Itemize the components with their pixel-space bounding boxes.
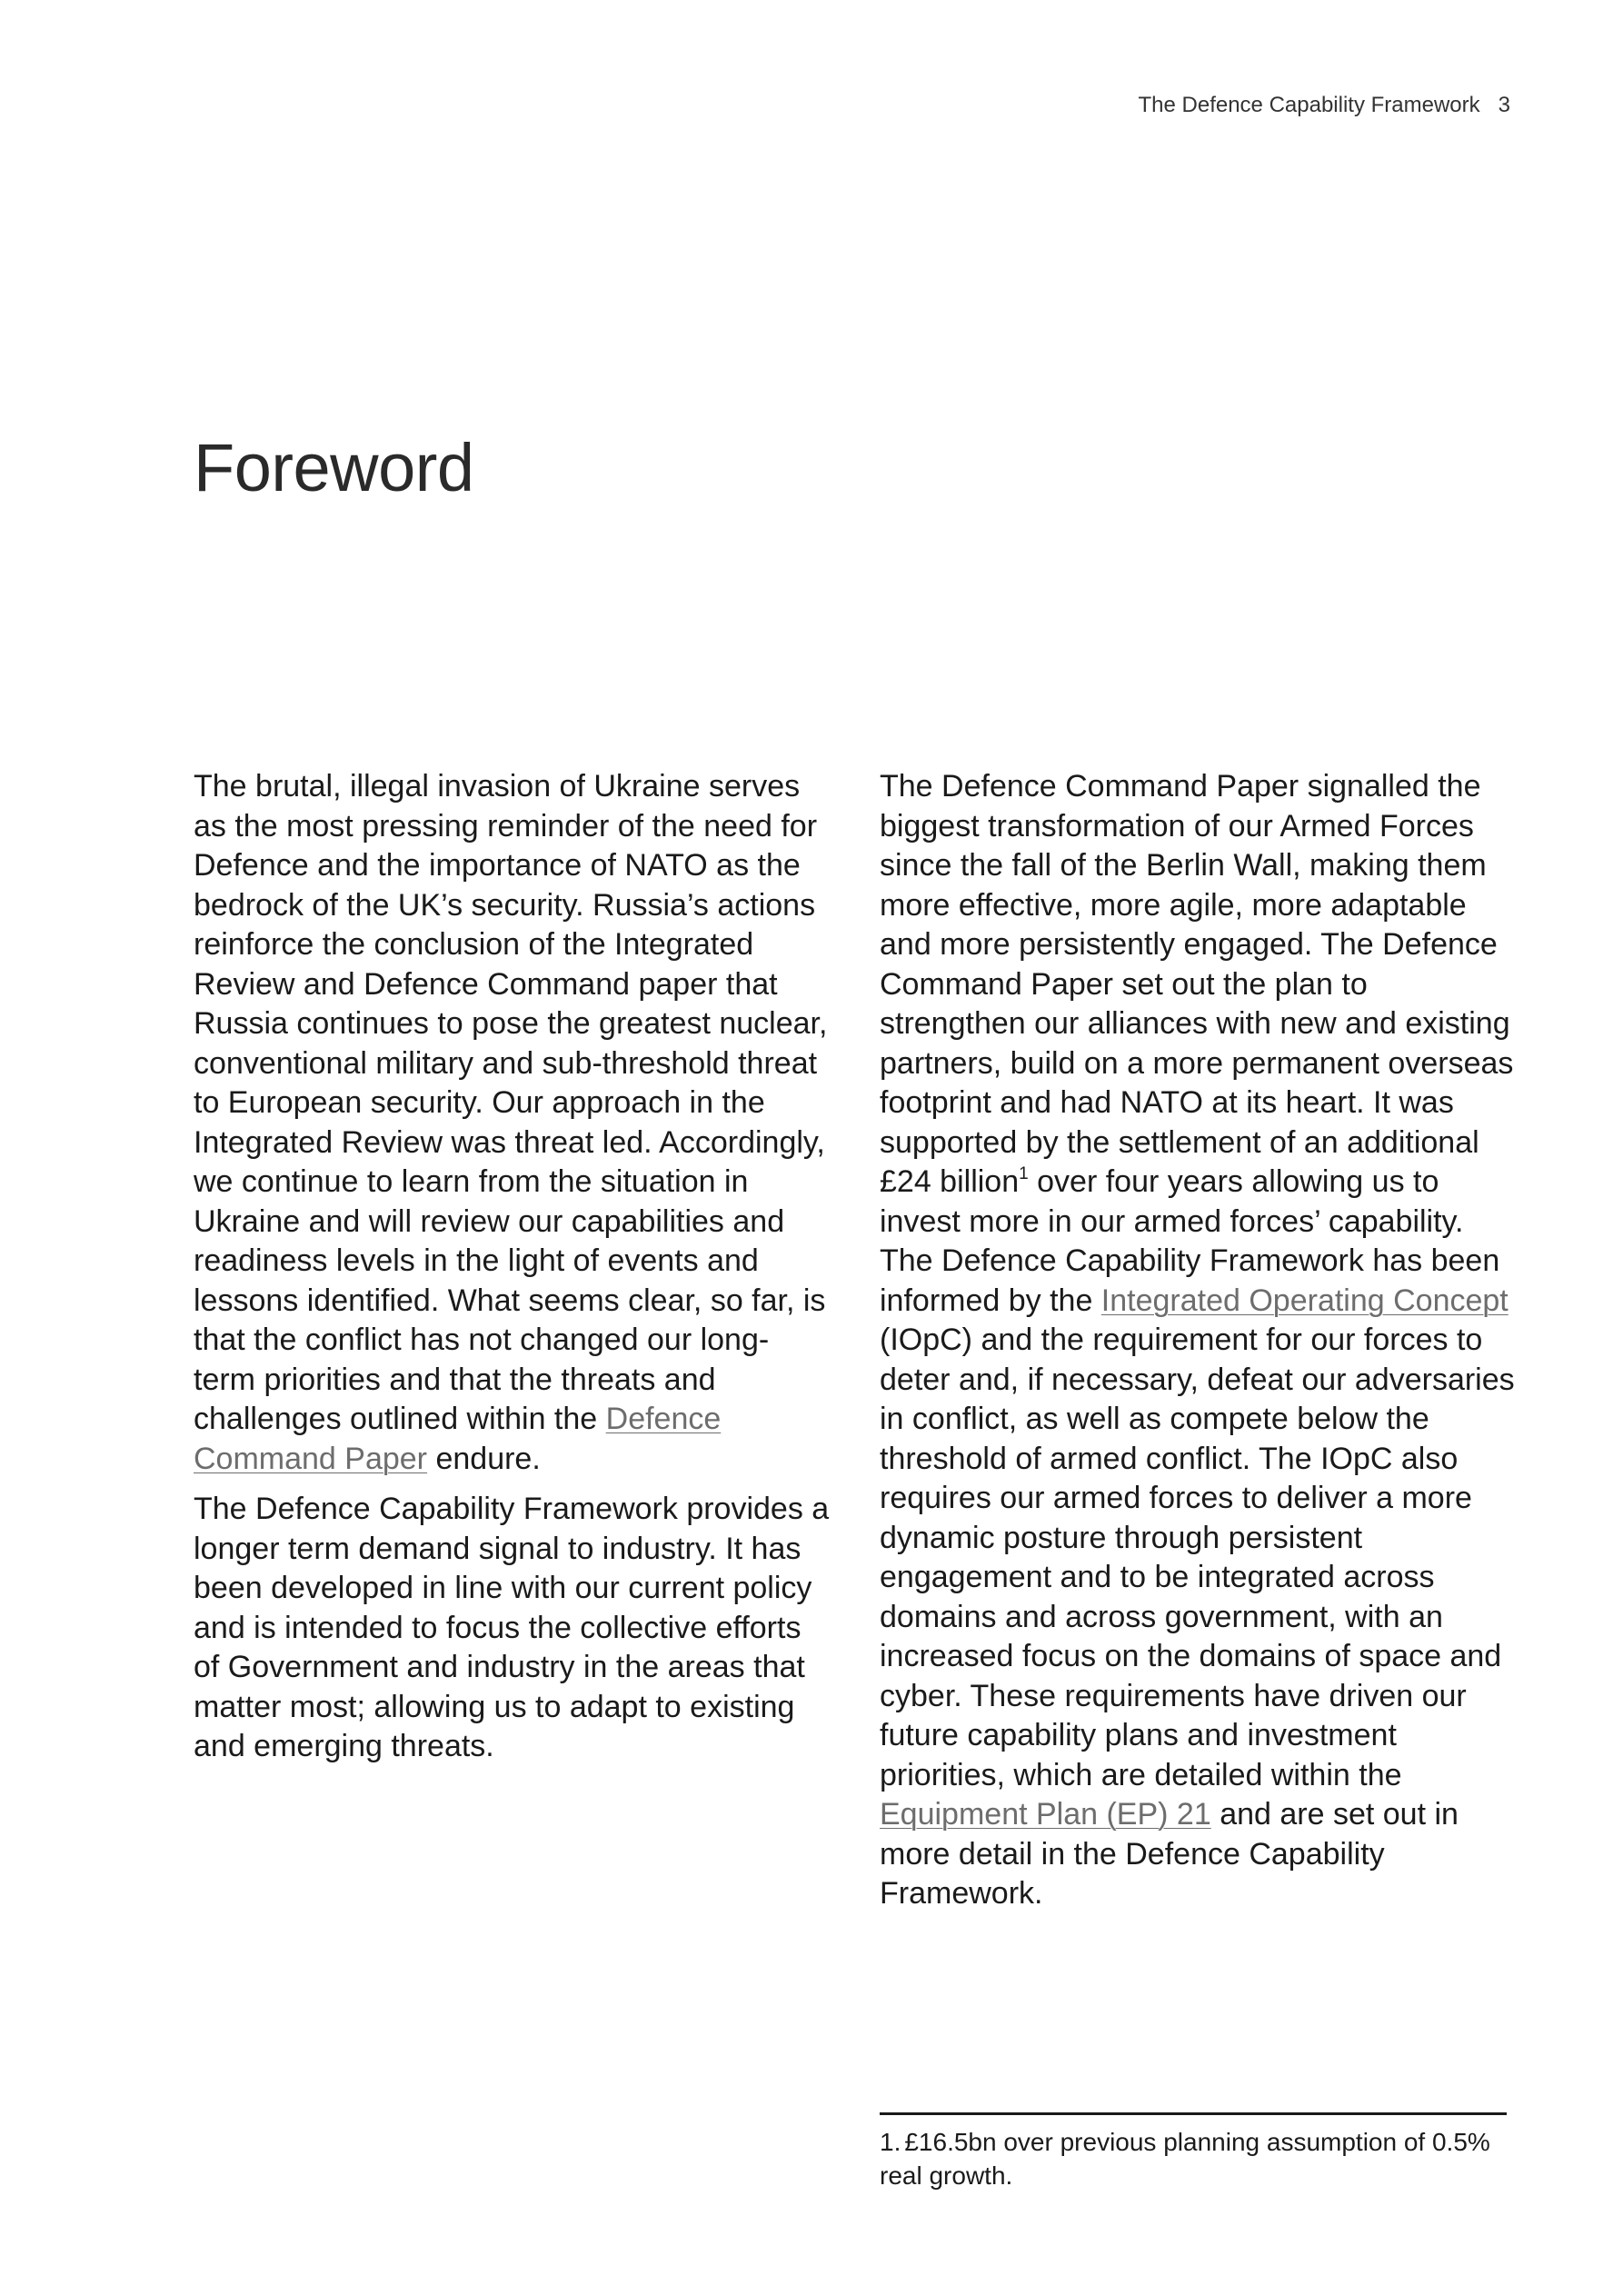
running-header [1138,93,1510,118]
footnote [880,2125,1498,2192]
left-paragraph-2: The Defence Capability Framework provides a longer term demand signal to industry. It has been developed in line with our current policy and is intended to focus the collective efforts of Government and industry in the areas that matter most; allowing us to adapt to existing and emerging threats. [194,1492,830,1763]
page-title: Foreword [194,430,474,505]
equipment-plan-link[interactable]: Equipment Plan (EP) 21 [880,1797,1211,1832]
right-paragraph-text-1: The Defence Command Paper signalled the biggest transformation of our Armed Forces since the fall of the Berlin Wall, making them more effective, more agile, more adaptable and more persistently engaged. The Defence Command Paper set out the plan to strengthen our alliances with new and existing partners, build on a more permanent overseas footprint and had NATO at its heart. It was supported by the settlement of an additional £24 billion [880,769,1514,1199]
right-paragraph [880,767,1516,1914]
footnote-number: 1. [880,2128,901,2156]
left-paragraph-1 [194,767,830,1479]
footnote-divider [880,2112,1507,2115]
running-header-title: The Defence Capability Framework [1138,93,1480,117]
right-paragraph-text-3: (IOpC) and the requirement for our forces to deter and, if necessary, defeat our adversaries in conflict, as well as compete below the threshold of armed conflict. The IOpC also requires our armed forces to deliver a more dynamic posture through persistent engagement and to be integrated across domains and across government, with an increased focus on the domains of space and cyber. These requirements have driven our future capability plans and investment priorities, which are detailed within the [880,1323,1515,1792]
footnote-reference: 1 [1019,1164,1029,1183]
page-number: 3 [1498,93,1510,117]
integrated-operating-concept-link[interactable]: Integrated Operating Concept [1100,1283,1508,1318]
right-paragraph-text-4: and are set out in more detail in the Defence Capability Framework. [880,1797,1459,1911]
right-paragraph-text-2: over four years allowing us to invest more in our armed forces’ capability. The Defence Capability Framework has been informed by the [880,1164,1500,1318]
defence-command-paper-link[interactable]: Defence Command Paper [194,1402,722,1476]
left-paragraph-1-text: The brutal, illegal invasion of Ukraine serves as the most pressing reminder of the need for Defence and the importance of NATO as the bedrock of the UK’s security. Russia’s actions reinforce the conclusion of the Integrated Review and Defence Command paper that Russia continues to pose the greatest nuclear, conventional military and sub-threshold threat to European security. Our approach in the Integrated Review was threat led. Accordingly, we continue to learn from the situation in Ukraine and will review our capabilities and readiness levels in the light of events and lessons identified. What seems clear, so far, is that the conflict has not changed our long-term priorities and that the threats and challenges outlined within the [194,769,828,1436]
footnote-text: £16.5bn over previous planning assumption of 0.5% real growth. [880,2128,1490,2190]
right-column [880,767,1516,1925]
left-paragraph-1-end: endure. [427,1441,541,1476]
left-column [194,767,830,1778]
